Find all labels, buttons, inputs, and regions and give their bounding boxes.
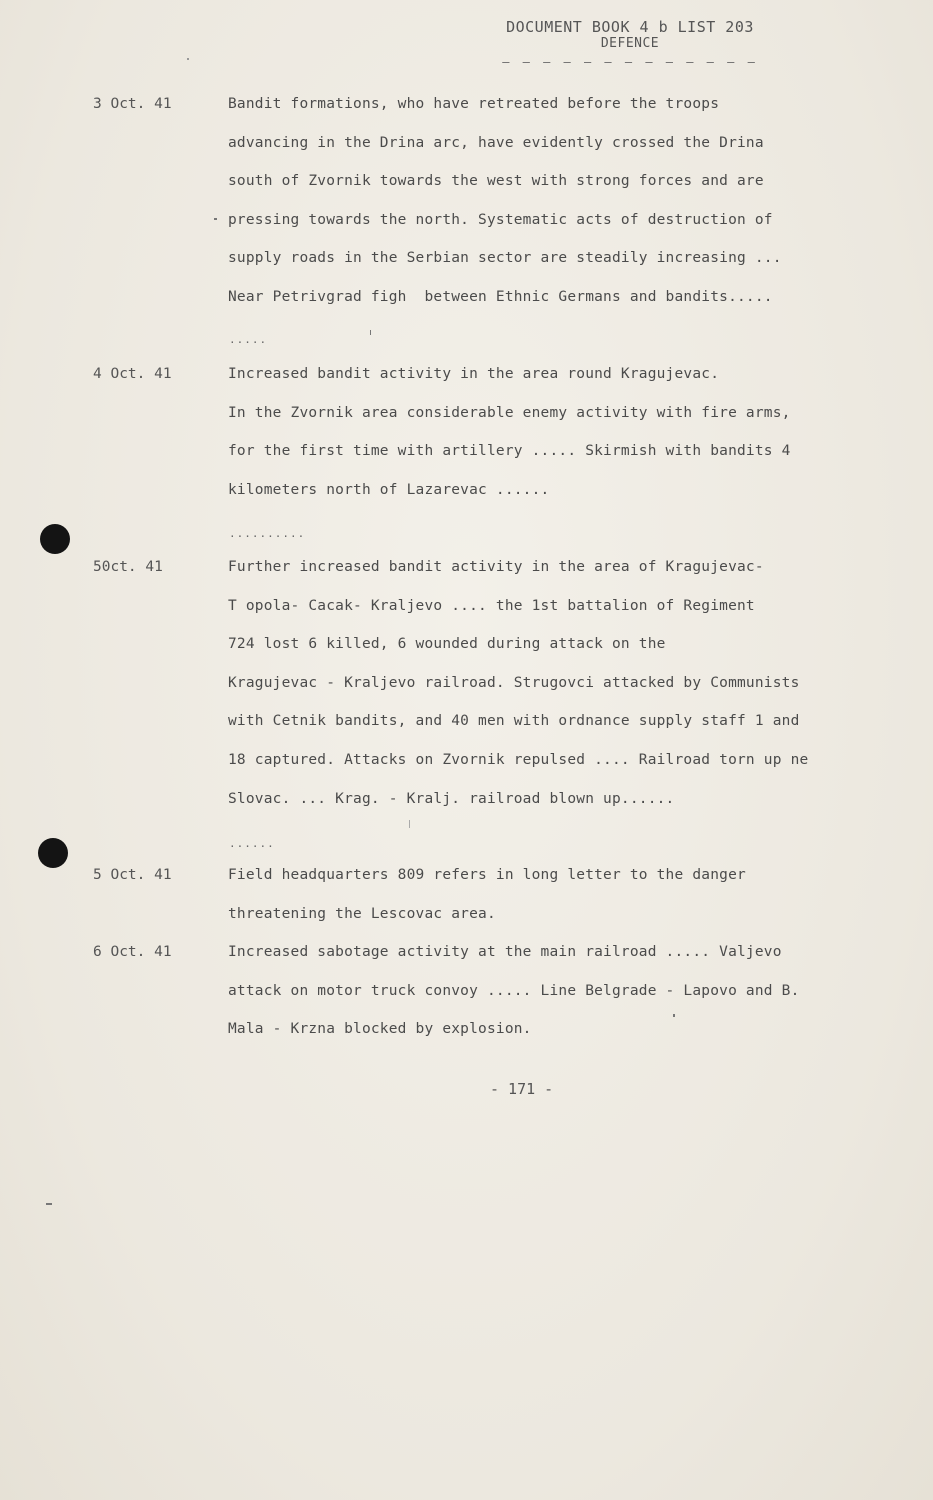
- entry-line: attack on motor truck convoy ..... Line Belgrade - Lapovo and B.: [228, 982, 800, 999]
- page-number: - 171 -: [490, 1080, 554, 1098]
- entry-line: for the first time with artillery ..... Skirmish with bandits 4: [228, 443, 791, 460]
- header-document-book: DOCUMENT BOOK 4 b LIST 203: [506, 18, 754, 36]
- entry-text: [228, 366, 791, 520]
- entry-line: pressing towards the north. Systematic acts of destruction of: [228, 211, 773, 228]
- ellipsis-separator: ......: [229, 837, 275, 850]
- paper-speck: [409, 820, 410, 828]
- paper-speck: [673, 1014, 675, 1017]
- entry-line: Slovac. ... Krag. - Kralj. railroad blown up......: [228, 790, 675, 807]
- entry-line: advancing in the Drina arc, have evidently crossed the Drina: [228, 134, 764, 151]
- entry-text: [228, 944, 800, 1060]
- entry-line: In the Zvornik area considerable enemy activity with fire arms,: [228, 404, 791, 421]
- entry-line: with Cetnik bandits, and 40 men with ordnance supply staff 1 and: [228, 713, 800, 730]
- entry-line: 18 captured. Attacks on Zvornik repulsed .... Railroad torn up ne: [228, 751, 809, 768]
- ellipsis-separator: ..........: [229, 527, 306, 540]
- entry-line: Further increased bandit activity in the area of Kragujevac-: [228, 559, 764, 575]
- ellipsis-separator: .....: [229, 333, 268, 346]
- entry-line: Near Petrivgrad figh between Ethnic Germans and bandits.....: [228, 288, 773, 305]
- punch-hole: [38, 838, 68, 868]
- entry-text: [228, 96, 782, 328]
- entry-line: Increased sabotage activity at the main railroad ..... Valjevo: [228, 944, 782, 960]
- entry-text: [228, 867, 746, 944]
- entry-line: T opola- Cacak- Kraljevo .... the 1st battalion of Regiment: [228, 597, 755, 614]
- header-rule: — — — — — — — — — — — — —: [502, 55, 758, 69]
- entry-date: 4 Oct. 41: [93, 366, 172, 382]
- entry-date: 5 Oct. 41: [93, 867, 172, 883]
- entry-line: Increased bandit activity in the area round Kragujevac.: [228, 366, 720, 382]
- punch-hole: [40, 524, 70, 554]
- entry-line: Bandit formations, who have retreated before the troops: [228, 96, 720, 112]
- entry-line: kilometers north of Lazarevac ......: [228, 481, 550, 498]
- entry-date: 50ct. 41: [93, 559, 163, 575]
- entry-line: threatening the Lescovac area.: [228, 905, 496, 922]
- entry-line: 724 lost 6 killed, 6 wounded during attack on the: [228, 636, 666, 653]
- entry-line: Field headquarters 809 refers in long letter to the danger: [228, 867, 746, 883]
- document-header: [500, 18, 760, 69]
- paper-speck: [187, 58, 189, 60]
- entry-line: south of Zvornik towards the west with strong forces and are: [228, 173, 764, 190]
- entry-line: Kragujevac - Kraljevo railroad. Strugovci attacked by Communists: [228, 674, 800, 691]
- entry-date: 3 Oct. 41: [93, 96, 172, 112]
- paper-speck: [214, 218, 217, 220]
- entry-line: supply roads in the Serbian sector are steadily increasing ...: [228, 250, 782, 267]
- entry-date: 6 Oct. 41: [93, 944, 172, 960]
- header-defence: DEFENCE: [600, 36, 660, 51]
- paper-speck: [370, 330, 371, 335]
- entry-line: Mala - Krzna blocked by explosion.: [228, 1021, 532, 1038]
- paper-speck: [46, 1203, 52, 1205]
- entry-text: [228, 559, 808, 829]
